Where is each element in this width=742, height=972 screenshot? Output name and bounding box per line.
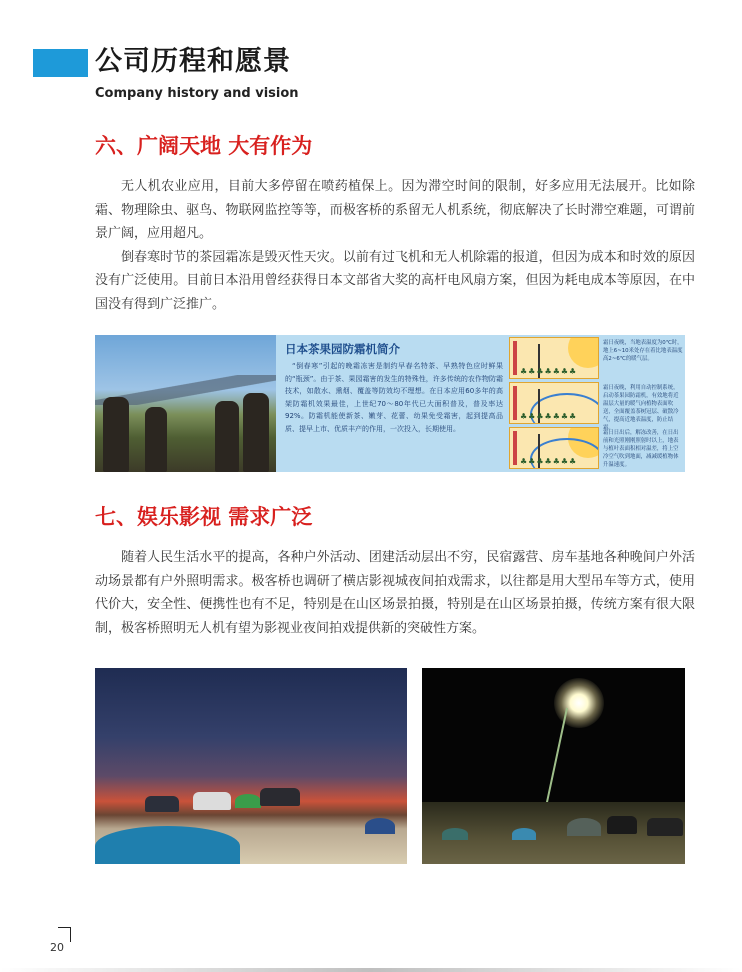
campsite-dusk-photo xyxy=(95,668,407,864)
page-subtitle: Company history and vision xyxy=(95,86,299,101)
frost-diagram-icon: ♣♣♣♣♣♣♣ xyxy=(509,382,599,424)
frost-fan-infographic xyxy=(95,335,685,472)
infographic-panel xyxy=(509,337,683,379)
header-accent-bar xyxy=(33,49,88,77)
frost-diagram-icon: ♣♣♣♣♣♣♣ xyxy=(509,427,599,469)
panel-note: 霜日夜晚，利用自动控制系统，启动茶果园防霜机，有效地将近温层大量的暖气向植物表面吹送，全面覆盖茶树冠层、破散冷气，提高近地表温度，防止结霜。 xyxy=(603,385,679,431)
panel-note: 霜日日出后，解冻改善，在日出前和光照刚刚照射时以上，地表与植叶表面积相对温差，将上空冷空气吹到地面，减减缓植物体升温速度。 xyxy=(603,430,679,468)
section-6-body xyxy=(95,175,695,316)
infographic-text xyxy=(285,341,503,436)
infographic-panel xyxy=(509,427,683,469)
section-7-body xyxy=(95,546,695,640)
frost-diagram-icon: ♣♣♣♣♣♣♣ xyxy=(509,337,599,379)
page-number: 20 xyxy=(50,941,64,954)
page-title: 公司历程和愿景 xyxy=(95,46,291,77)
drone-lighting-night-photo xyxy=(422,668,685,864)
paragraph: 倒春寒时节的茶园霜冻是毁灭性天灾。以前有过飞机和无人机除霜的报道，但因为成本和时效的原因没有广泛使用。目前日本沿用曾经获得日本文部省大奖的高杆电风扇方案，但因为耗电成本等原因，在中国没有得到广泛推广。 xyxy=(95,249,695,312)
infographic-body: “倒春寒”引起的晚霜冻害是制约早春名特茶、早熟特色应时鲜果的“瓶颈”。由于茶、果园霜害的发生的特殊性，许多传统的农作物防霜技术，如散水、熏烟、覆盖等防效均不理想。在日本应用60多年的高架防霜机效果最佳，上世纪70～80年代已大面积普及，普及率达92%。防霜机能使新茶、嫩芽、花蕾、幼果免受霜害，起到提高品质、提早上市、优质丰产的作用，一次投入，长期使用。 xyxy=(285,362,503,433)
section-heading-7: 七、娱乐影视 需求广泛 xyxy=(95,505,313,529)
section-heading-6: 六、广阔天地 大有作为 xyxy=(95,134,313,158)
tea-garden-photo xyxy=(95,335,276,472)
panel-note: 霜日夜晚，当地表温度为0℃时，地上6~10米处存在着比地表温度高2~6℃的暖气层。 xyxy=(603,340,683,362)
infographic-title: 日本茶果园防霜机简介 xyxy=(285,342,400,356)
infographic-panel xyxy=(509,382,683,431)
paragraph: 无人机农业应用，目前大多停留在喷药植保上。因为滞空时间的限制，好多应用无法展开。比如除霜、物理除虫、驱鸟、物联网监控等等，而极客桥的系留无人机系统，彻底解决了长时滞空难题，可谓前景广阔，应用超凡。 xyxy=(95,179,695,241)
drone-light-icon xyxy=(554,678,604,728)
bottom-divider xyxy=(0,968,742,972)
infographic-panels xyxy=(509,337,683,472)
paragraph: 随着人民生活水平的提高，各种户外活动、团建活动层出不穷，民宿露营、房车基地各种晚间户外活动场景都有户外照明需求。极客桥也调研了横店影视城夜间拍戏需求，以往都是用大型吊车等方式，使用代价大，安全性、便携性也有不足，特别是在山区场景拍摄，特别是在山区场景拍摄，传统方案有很大限制，极客桥照明无人机有望为影视业夜间拍戏提供新的突破性方案。 xyxy=(95,550,695,636)
